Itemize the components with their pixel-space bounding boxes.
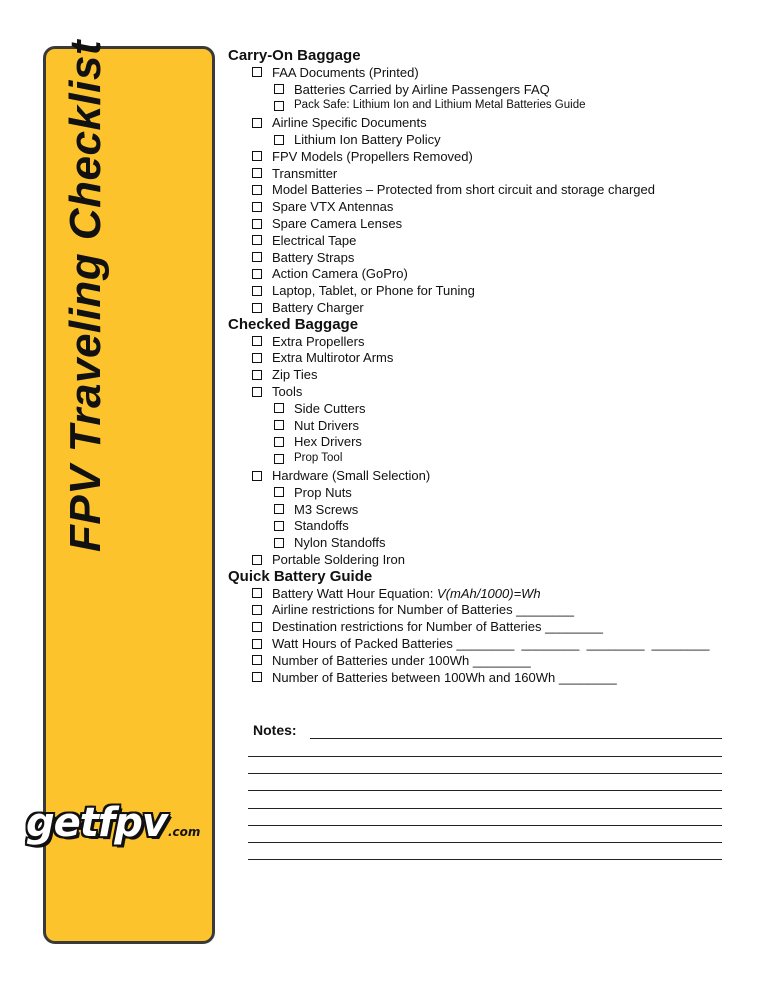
- checklist-item-label: Portable Soldering Iron: [272, 552, 405, 567]
- checklist-item-label: Prop Tool: [294, 452, 343, 465]
- checklist-item: [252, 249, 354, 266]
- checklist-item: [252, 282, 475, 299]
- notes-label: Notes:: [253, 722, 297, 738]
- checkbox[interactable]: [274, 403, 284, 413]
- checklist-item-label: FAA Documents (Printed): [272, 64, 419, 80]
- checklist-item: [252, 181, 655, 198]
- checklist-item-label: Number of Batteries between 100Wh and 160Wh ________: [272, 669, 617, 685]
- checklist-item: [274, 450, 342, 467]
- checklist-item-label: Zip Ties: [272, 367, 318, 383]
- checklist-item: [252, 165, 337, 182]
- checklist-item: [274, 501, 358, 518]
- checkbox[interactable]: [274, 454, 284, 464]
- checklist-item-label: Airline Specific Documents: [272, 115, 427, 131]
- checklist-item-label: Airline restrictions for Number of Batteries ________: [272, 602, 575, 618]
- checkbox[interactable]: [252, 655, 262, 665]
- notes-line[interactable]: [310, 738, 722, 739]
- checkbox[interactable]: [252, 286, 262, 296]
- checklist-item: [274, 81, 550, 98]
- section-heading: Quick Battery Guide: [228, 567, 373, 585]
- checklist-item: [252, 467, 430, 484]
- checkbox[interactable]: [274, 84, 284, 94]
- checklist-item-label: Watt Hours of Packed Batteries ________ ________ ________ ________: [272, 636, 710, 651]
- notes-line[interactable]: [248, 790, 722, 791]
- checklist-item: [274, 400, 366, 417]
- checkbox[interactable]: [252, 269, 262, 279]
- checkbox[interactable]: [252, 202, 262, 212]
- checklist-item-label: Number of Batteries under 100Wh ________: [272, 652, 531, 668]
- checkbox[interactable]: [252, 588, 262, 598]
- checklist-item-label: Battery Watt Hour Equation:: [272, 585, 437, 601]
- checkbox[interactable]: [252, 672, 262, 682]
- checkbox[interactable]: [252, 185, 262, 195]
- checklist-item: [274, 534, 386, 551]
- checklist-item: [252, 64, 419, 81]
- checklist-item-label: Spare VTX Antennas: [272, 199, 394, 215]
- checkbox[interactable]: [252, 555, 262, 565]
- checklist-item-label: Tools: [272, 384, 303, 399]
- checklist-item: [274, 484, 352, 501]
- checklist-item: [252, 265, 408, 282]
- checklist-item-label: Battery Charger: [272, 300, 364, 315]
- checklist-item: [252, 148, 473, 165]
- checklist-item-label: Battery Straps: [272, 249, 355, 265]
- checklist-item-label: Laptop, Tablet, or Phone for Tuning: [272, 283, 475, 299]
- checkbox[interactable]: [252, 151, 262, 161]
- checkbox[interactable]: [252, 252, 262, 262]
- checkbox[interactable]: [252, 353, 262, 363]
- checklist-item: [252, 215, 402, 232]
- checkbox[interactable]: [274, 504, 284, 514]
- checkbox[interactable]: [252, 471, 262, 481]
- checklist-item: [252, 383, 302, 400]
- checklist-item: [252, 635, 710, 652]
- checkbox[interactable]: [274, 538, 284, 548]
- checklist-item: [274, 417, 359, 434]
- checklist-item: [252, 601, 574, 618]
- checklist-item-label: Hex Drivers: [294, 434, 362, 450]
- checklist-item-label: Electrical Tape: [272, 232, 357, 248]
- checklist-item-label: M3 Screws: [294, 501, 359, 517]
- checkbox[interactable]: [274, 135, 284, 145]
- checklist-item: [252, 114, 427, 131]
- checklist-item-label: Nylon Standoffs: [294, 535, 386, 551]
- checkbox[interactable]: [252, 118, 262, 128]
- checklist-item: [252, 618, 603, 635]
- section-heading: Carry-On Baggage: [228, 47, 361, 64]
- checklist-item-label: Spare Camera Lenses: [272, 216, 403, 231]
- checklist-item-label: Model Batteries – Protected from short circuit and storage charged: [272, 182, 655, 198]
- page-title: FPV Traveling Checklist: [61, 40, 110, 552]
- notes-line[interactable]: [248, 756, 722, 757]
- checklist-item: [252, 669, 617, 686]
- notes-line[interactable]: [248, 825, 722, 826]
- checkbox[interactable]: [252, 639, 262, 649]
- checklist-item-label: Transmitter: [272, 165, 338, 181]
- equation: V(mAh/1000)=Wh: [436, 585, 541, 601]
- checklist-item: [252, 366, 318, 383]
- checklist-item: [274, 517, 349, 534]
- checklist-item-label: Side Cutters: [294, 400, 366, 416]
- checklist-item: [252, 333, 364, 350]
- checkbox[interactable]: [252, 303, 262, 313]
- checklist-item: [252, 299, 364, 316]
- checkbox[interactable]: [252, 168, 262, 178]
- checklist-item-label: Pack Safe: Lithium Ion and Lithium Metal Batteries Guide: [294, 99, 586, 112]
- checkbox[interactable]: [252, 605, 262, 615]
- checklist-item-label: Action Camera (GoPro): [272, 266, 408, 282]
- checklist-item: [252, 349, 393, 366]
- checkbox[interactable]: [274, 437, 284, 447]
- section-heading: Checked Baggage: [228, 315, 359, 333]
- notes-line[interactable]: [248, 808, 722, 809]
- checklist-item: [252, 232, 356, 249]
- checklist-item-label: Destination restrictions for Number of Batteries ________: [272, 619, 603, 635]
- checklist-item-label: Prop Nuts: [294, 484, 352, 500]
- notes-line[interactable]: [248, 842, 722, 843]
- checkbox[interactable]: [274, 420, 284, 430]
- checkbox[interactable]: [274, 521, 284, 531]
- checkbox[interactable]: [252, 235, 262, 245]
- checklist-item: [252, 198, 393, 215]
- checkbox[interactable]: [274, 487, 284, 497]
- checklist-item-label: FPV Models (Propellers Removed): [272, 148, 473, 164]
- checkbox[interactable]: [252, 370, 262, 380]
- checklist-item: [252, 585, 541, 602]
- checklist-item-label: Standoffs: [294, 518, 349, 534]
- checklist-item-label: Hardware (Small Selection): [272, 468, 431, 483]
- checklist-item: [252, 652, 531, 669]
- notes-line[interactable]: [248, 859, 722, 860]
- checklist-item-label: Extra Multirotor Arms: [272, 350, 394, 366]
- checkbox[interactable]: [252, 219, 262, 229]
- checkbox[interactable]: [252, 387, 262, 397]
- checklist-item-label: Lithium Ion Battery Policy: [294, 132, 441, 147]
- checklist-item: [252, 551, 405, 568]
- logo-suffix: .com: [168, 825, 201, 839]
- checklist-item-label: Nut Drivers: [294, 417, 360, 433]
- checklist-item-label: Extra Propellers: [272, 333, 365, 349]
- checklist-item-label: Batteries Carried by Airline Passengers FAQ: [294, 81, 550, 97]
- getfpv-logo: [26, 800, 200, 846]
- checkbox[interactable]: [252, 67, 262, 77]
- checkbox[interactable]: [274, 101, 284, 111]
- logo-wordmark: getfpv: [26, 800, 167, 846]
- checklist-item: [274, 131, 441, 148]
- checkbox[interactable]: [252, 336, 262, 346]
- checkbox[interactable]: [252, 622, 262, 632]
- checklist-item: [274, 433, 362, 450]
- notes-line[interactable]: [248, 773, 722, 774]
- checklist-item: [274, 97, 586, 114]
